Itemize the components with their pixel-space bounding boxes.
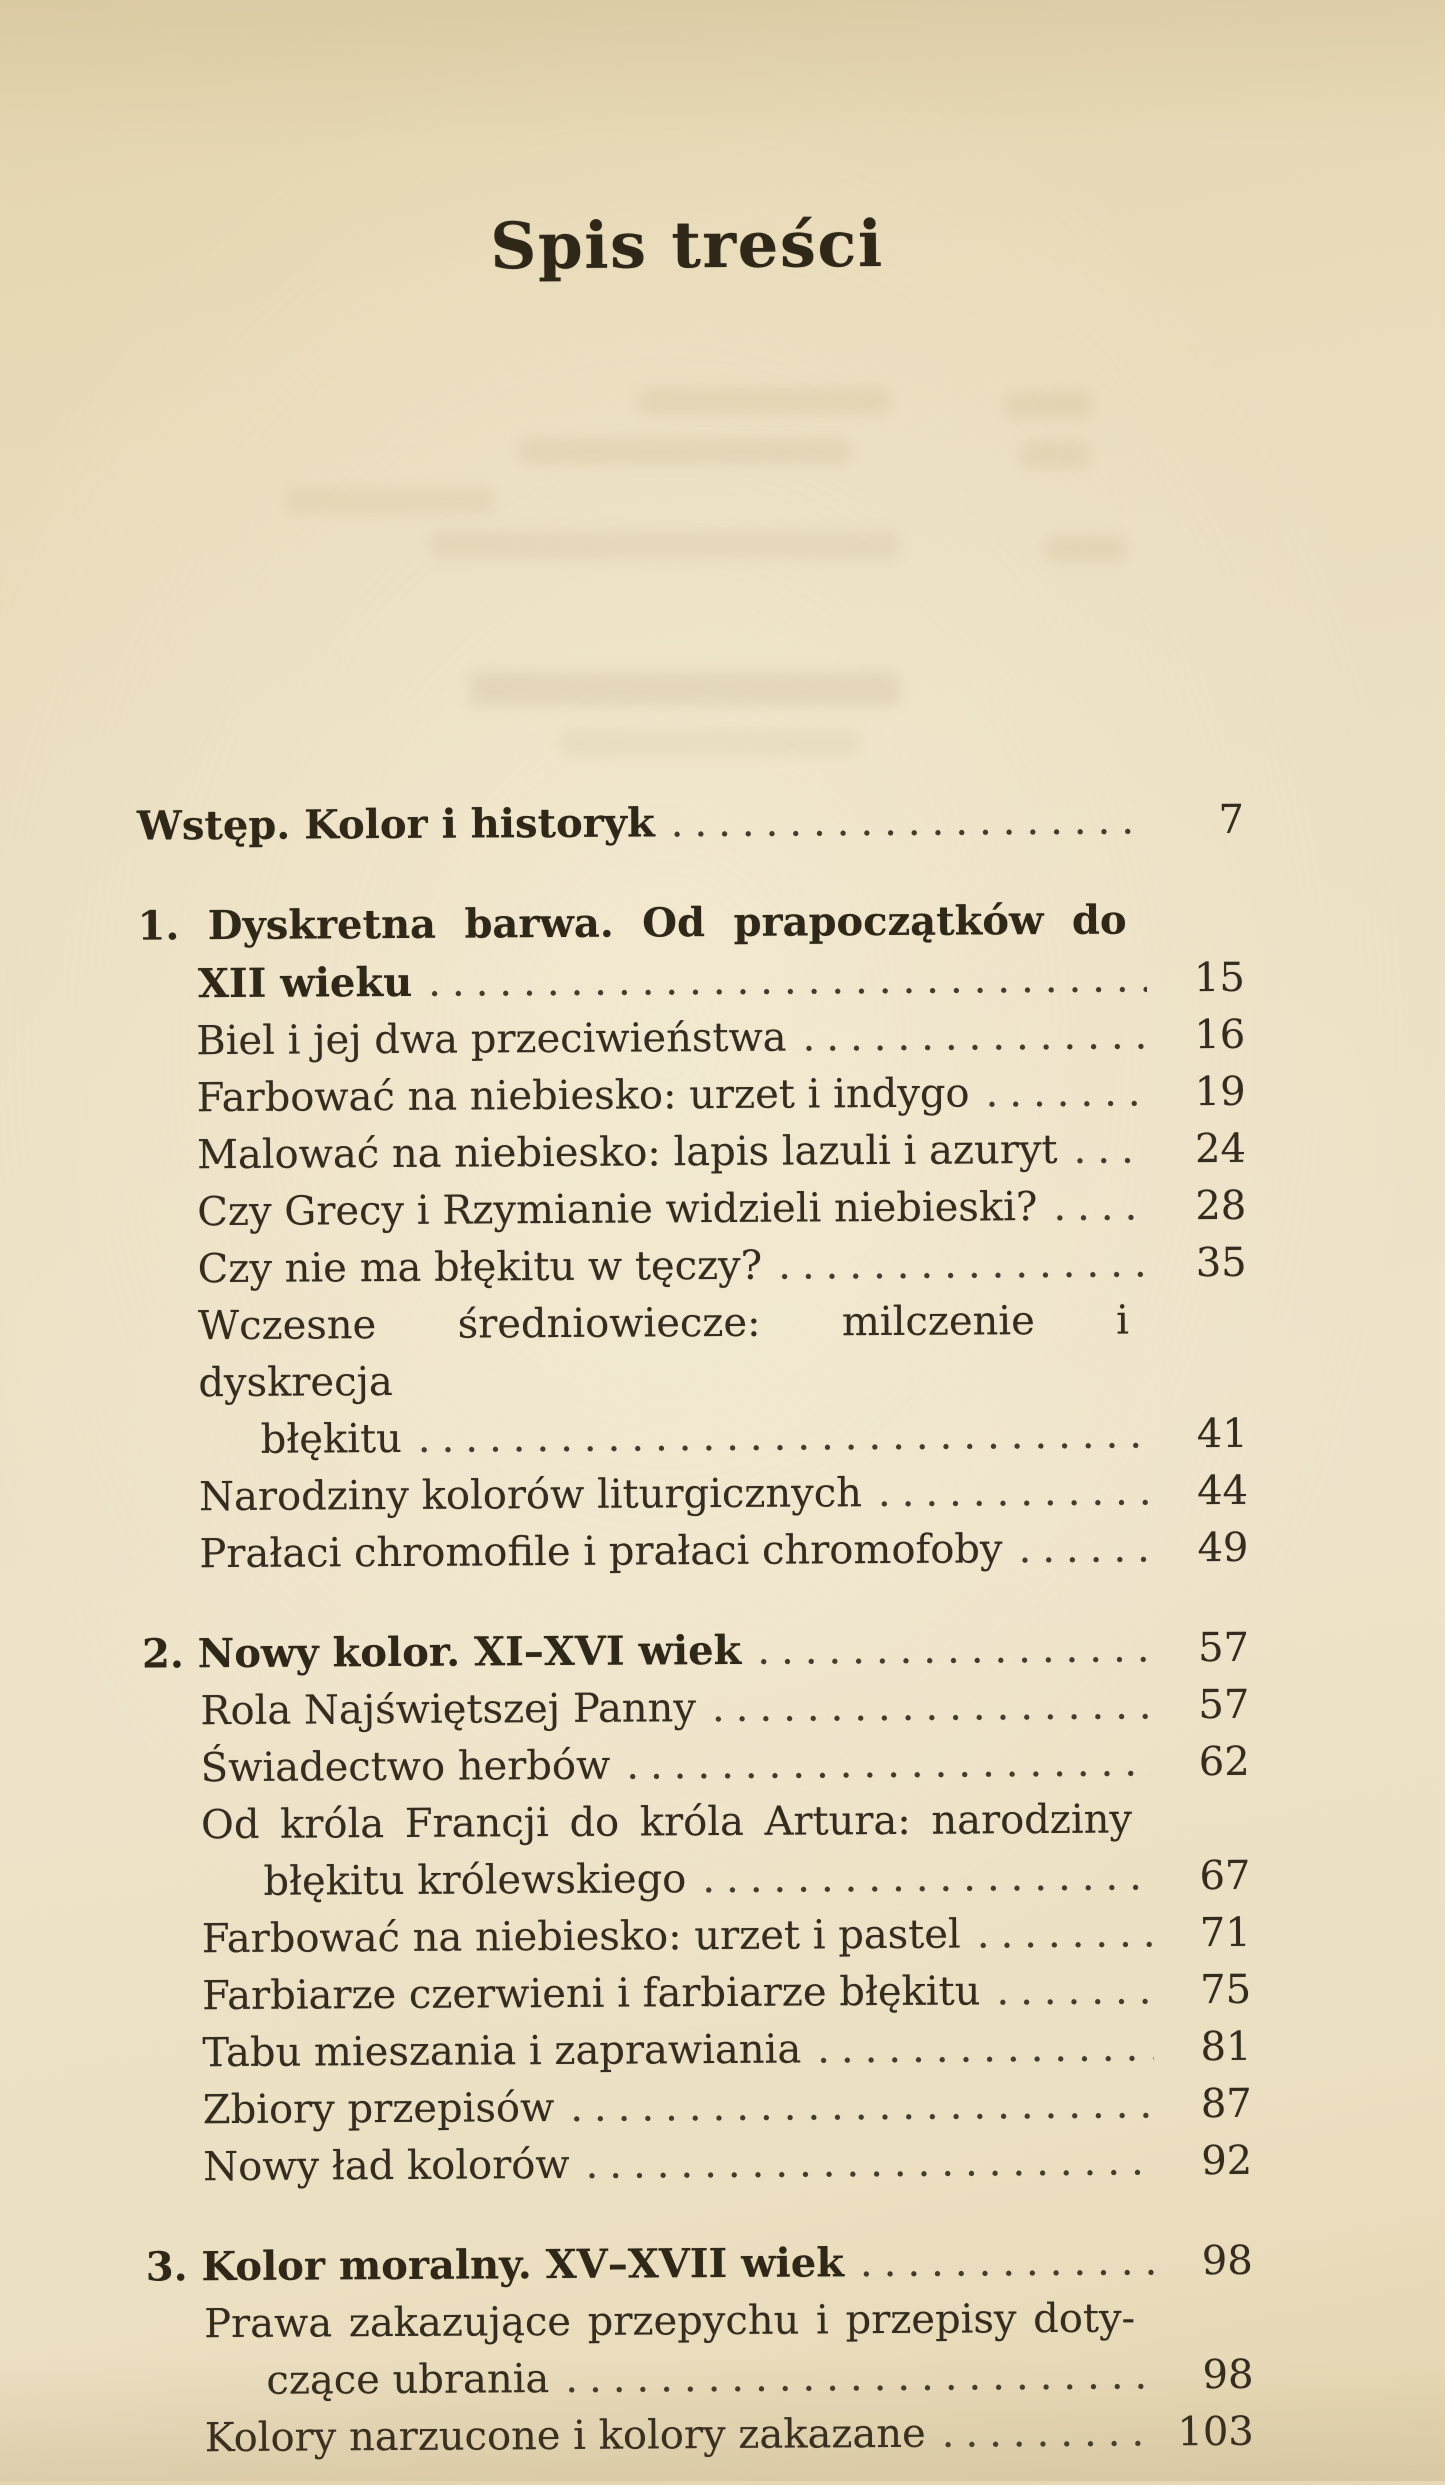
dot-leader (565, 2347, 1155, 2408)
toc-entry-line-last (198, 949, 1245, 1013)
toc-page-number: 67 (1199, 1852, 1251, 1900)
toc-page-number: 15 (1193, 954, 1246, 1002)
toc-entry-title: Prawa zakazujące przepychu i przepisy doty- (203, 2295, 1136, 2348)
toc-entry-line-last (261, 1406, 1248, 1469)
toc-entry (141, 1520, 1248, 1584)
toc-entry (140, 1235, 1247, 1299)
toc-entry-line-last (201, 1734, 1250, 1797)
toc-entry-title: Wstęp. Kolor i historyk (136, 799, 655, 850)
toc-entry (139, 1178, 1246, 1242)
toc-entry-line-last (196, 1007, 1245, 1070)
toc-entry-line-last (197, 1178, 1246, 1241)
toc-list (137, 791, 1254, 2468)
dot-leader (942, 2404, 1156, 2462)
toc-entry (142, 1619, 1249, 1684)
dot-leader (585, 2133, 1154, 2193)
toc-entry-title: 1. Dyskretna barwa. Od prapoczątków do (137, 896, 1127, 950)
dot-leader (778, 1235, 1149, 1294)
dot-leader (570, 2076, 1154, 2137)
toc-entry-line-last (200, 1677, 1249, 1740)
toc-entry-line (204, 2291, 1135, 2354)
toc-entry (145, 2133, 1252, 2197)
toc-page-number: 44 (1197, 1467, 1249, 1515)
toc-entry-line (201, 1792, 1132, 1855)
toc-page-number: 49 (1197, 1524, 1249, 1572)
toc-entry-line-last (202, 1962, 1251, 2025)
toc-entry-title: XII wieku (197, 958, 413, 1008)
toc-entry-title: Od króla Francji do króla Artura: narodziny (200, 1796, 1133, 1849)
toc-entry (138, 1007, 1245, 1071)
toc-entry-title: Czy Grecy i Rzymianie widzieli niebieski? (197, 1184, 1038, 1236)
page-title: Spis treści (490, 207, 884, 285)
toc-entry-title: Biel i jej dwa przeciwieństwa (196, 1014, 787, 1065)
toc-entry-line (137, 892, 1126, 956)
dot-leader (1073, 1121, 1148, 1178)
toc-entry (140, 1292, 1248, 1470)
toc-entry-line-last (203, 2076, 1252, 2139)
toc-page-number: 57 (1198, 1681, 1250, 1729)
dot-leader (671, 792, 1147, 852)
toc-page-number: 28 (1195, 1182, 1247, 1230)
dot-leader (1018, 1520, 1150, 1578)
toc-entry-line-last (137, 791, 1244, 856)
toc-entry-title: Malować na niebiesko: lapis lazuli i azuryt (196, 1126, 1058, 1179)
toc-entry (145, 2076, 1252, 2140)
toc-entry-title: Tabu mieszania i zaprawiania (202, 2026, 802, 2077)
toc-entry-title: czące ubrania (266, 2356, 550, 2404)
toc-entry-title: Narodziny kolorów liturgicznych (198, 1470, 863, 1521)
toc-entry (137, 791, 1244, 856)
toc-entry (142, 1677, 1249, 1741)
toc-entry (146, 2232, 1253, 2297)
toc-entry-line-last (199, 1463, 1248, 1526)
toc-entry-line-last (199, 1520, 1248, 1583)
dot-leader (802, 1007, 1147, 1066)
toc-entry-title: Rola Najświętszej Panny (200, 1685, 697, 1735)
toc-entry-title: Farbiarze czerwieni i farbiarze błękitu (201, 1968, 981, 2020)
toc-page-number: 98 (1202, 2351, 1254, 2399)
toc-page-number: 92 (1201, 2137, 1253, 2185)
toc-entry-title: Nowy ład kolorów (203, 2141, 570, 2191)
toc-entry-title: Wczesne średniowiecze: milczenie i dyskrecja (197, 1297, 1130, 1407)
dot-leader (712, 1677, 1152, 1737)
toc-entry (143, 1791, 1251, 1912)
toc-entry-title: Zbiory przepisów (202, 2085, 555, 2134)
toc-page-number: 16 (1194, 1011, 1246, 1059)
toc-entry-line-last (196, 1064, 1245, 1127)
toc-entry (147, 2404, 1254, 2468)
toc-entry-line-last (197, 1121, 1246, 1184)
toc-entry-line-last (205, 2404, 1254, 2467)
toc-entry-title: Czy nie ma błękitu w tęczy? (197, 1242, 763, 1293)
toc-entry (144, 2019, 1251, 2083)
toc-page-number: 87 (1200, 2080, 1252, 2128)
dot-leader (817, 2019, 1154, 2078)
toc-entry-title: 3. Kolor moralny. XV–XVII wiek (145, 2239, 845, 2291)
toc-entry-title: Farbować na niebiesko: urzet i pastel (201, 1911, 961, 1963)
toc-entry (137, 891, 1245, 1014)
toc-entry-title: 2. Nowy kolor. XI–XVI wiek (141, 1626, 742, 1678)
toc-entry-line-last (198, 1235, 1247, 1298)
dot-leader (977, 1905, 1153, 1963)
toc-page-number: 98 (1201, 2237, 1253, 2285)
toc-entry-line-last (202, 1905, 1251, 1968)
toc-entry-line-last (203, 2133, 1252, 2196)
toc-page-number: 57 (1197, 1624, 1250, 1672)
toc-entry (144, 1905, 1251, 1969)
toc-entry-line-last (142, 1619, 1249, 1684)
dot-leader (878, 1463, 1150, 1522)
toc-entry-line (198, 1293, 1130, 1413)
toc-entry (144, 1962, 1251, 2026)
dot-leader (996, 1962, 1153, 2020)
toc-page-number: 19 (1194, 1068, 1246, 1116)
dot-leader (702, 1848, 1152, 1908)
toc-entry-title: Świadectwo herbów (200, 1742, 611, 1792)
toc-page-number: 35 (1195, 1239, 1247, 1287)
toc-entry (138, 1064, 1245, 1128)
toc-entry-line-last (146, 2232, 1253, 2297)
toc-page-number: 24 (1194, 1125, 1247, 1173)
toc-entry-line-last (263, 1848, 1250, 1911)
toc-entry-title: Kolory narzucone i kolory zakazane (204, 2410, 926, 2462)
toc-entry (139, 1121, 1246, 1185)
toc-page-number: 41 (1196, 1410, 1248, 1458)
dot-leader (418, 1406, 1150, 1467)
toc-page-number: 81 (1200, 2023, 1252, 2071)
toc-page-number: 62 (1198, 1738, 1250, 1786)
dot-leader (985, 1064, 1147, 1122)
toc-entry (143, 1734, 1250, 1798)
toc-entry-title: Farbować na niebiesko: urzet i indygo (196, 1070, 970, 1122)
toc-page-number: 75 (1200, 1966, 1252, 2014)
dot-leader (757, 1620, 1151, 1679)
toc-entry (146, 2290, 1254, 2411)
toc-page-number: 7 (1218, 796, 1245, 843)
dot-leader (860, 2233, 1155, 2292)
dot-leader (1053, 1178, 1148, 1236)
toc-entry-line-last (266, 2347, 1253, 2410)
toc-entry (141, 1463, 1248, 1527)
dot-leader (626, 1734, 1152, 1794)
toc-entry-title: błękitu królewskiego (263, 1856, 687, 1905)
toc-page-number: 71 (1199, 1909, 1251, 1957)
toc-page-number: 103 (1177, 2408, 1254, 2456)
toc-entry-title: błękitu (260, 1415, 402, 1463)
toc-entry-title: Prałaci chromofile i prałaci chromofoby (199, 1526, 1003, 1578)
dot-leader (428, 950, 1147, 1011)
toc-entry-line-last (202, 2019, 1251, 2082)
